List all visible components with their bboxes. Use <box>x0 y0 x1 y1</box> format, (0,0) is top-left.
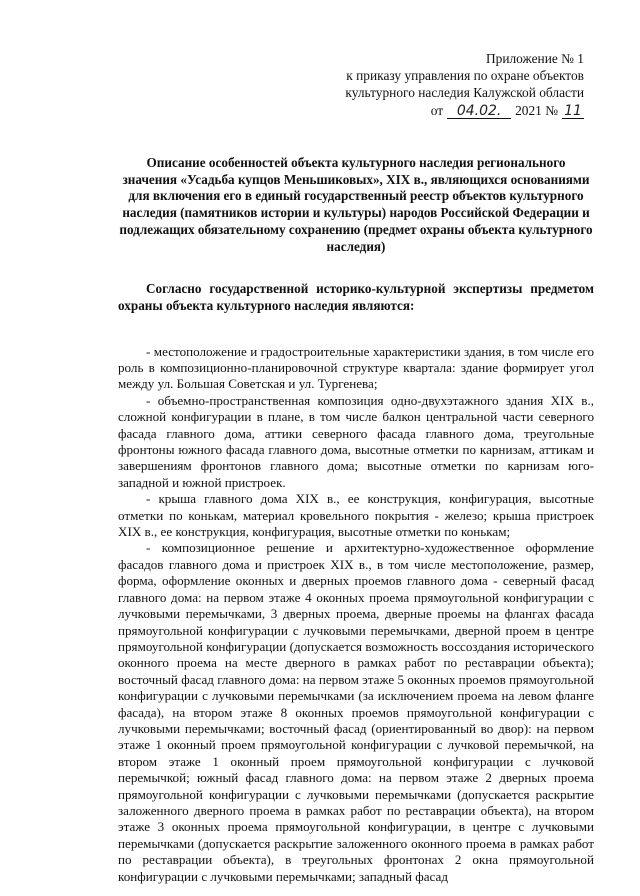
body-text <box>118 344 594 885</box>
handwritten-date: 04.02. <box>447 104 511 119</box>
section-subheading: Согласно государственной историко-культурной экспертизы предметом охраны объекта культурного наследия являются: <box>118 280 594 313</box>
paragraph-composition: - объемно-пространственная композиция одно-двухэтажного здания XIX в., сложной конфигурации в плане, в том числе балкон центральной части северного фасада главного дома, аттики северного фасада главного дома, треугольные фронтоны южного фасада главного дома, высотные отметки по карнизам, аттикам и завершениям фронтонов главного дома; высотные отметки по карнизам юго-западной и южной пристроек. <box>118 392 594 490</box>
year-number-label: 2021 № <box>515 102 558 118</box>
document-title: Описание особенностей объекта культурного наследия регионального значения «Усадьба купцов Меньшиковых», XIX в., являющихся основаниями для включения его в единый государственный реестр объектов культурного наследия (памятников истории и культуры) народов Российской Федерации и подлежащих обязательному сохранению (предмет охраны объекта культурного наследия) <box>119 154 593 254</box>
paragraph-facades: - композиционное решение и архитектурно-художественное оформление фасадов главного дома и пристроек XIX в., в том числе местоположение, размер, форма, оформление оконных и дверных проемов главного дома - северный фасад главного дома: на первом этаже 4 оконных проема прямоугольной конфигурации с лучковыми перемычками, 3 дверных проема, дверные проемы на флангах фасада прямоугольной конфигурации с лучковыми перемычками, дверной проем в центре прямоугольной конфигурации (допускается возможность воссоздания исторического оконного проема на месте дверного в рамках работ по реставрации объекта); восточный фасад главного дома: на первом этаже 5 оконных проемов прямоугольной конфигурации с лучковыми перемычками (за исключением проема на левом фланге фасада), на втором этаже 8 оконных проемов прямоугольной конфигурации с лучковыми перемычками; восточный фасад (ориентированный во двор): на первом этаже 1 оконный проем прямоугольной конфигурации с лучковой перемычкой, на втором этаже 1 оконный проем прямоугольной конфигурации с лучковой перемычкой; южный фасад главного дома: на первом этаже 2 дверных проема прямоугольной конфигурации с лучковыми перемычками (допускается раскрытие заложенного дверного проема в рамках работ по реставрации объекта), на втором этаже 3 оконных проема прямоугольной конфигурации, в центре с лучковыми перемычками (допускается раскрытие заложенного оконного проема в рамках работ по реставрации объекта), в треугольных фронтонах 2 окна прямоугольной конфигурации с лучковыми перемычками; западный фасад <box>118 540 594 884</box>
paragraph-location: - местоположение и градостроительные характеристики здания, в том числе его роль в композиционно-планировочной структуре квартала: здание формирует угол между ул. Большая Советская и ул. Тургенева; <box>118 343 594 392</box>
appendix-date-line <box>118 102 584 119</box>
appendix-order-line: к приказу управления по охране объектов <box>346 68 584 84</box>
appendix-header <box>118 50 584 119</box>
date-prefix: от <box>430 102 444 118</box>
handwritten-number: 11 <box>562 104 584 119</box>
appendix-authority-line: культурного наследия Калужской области <box>345 85 584 101</box>
paragraph-roof: - крыша главного дома XIX в., ее конструкция, конфигурация, высотные отметки по конькам, материал кровельного покрытия - железо; крыша пристроек XIX в., ее конструкция, конфигурация, высотные отметки по конькам; <box>118 491 594 540</box>
appendix-number: Приложение № 1 <box>485 51 584 66</box>
